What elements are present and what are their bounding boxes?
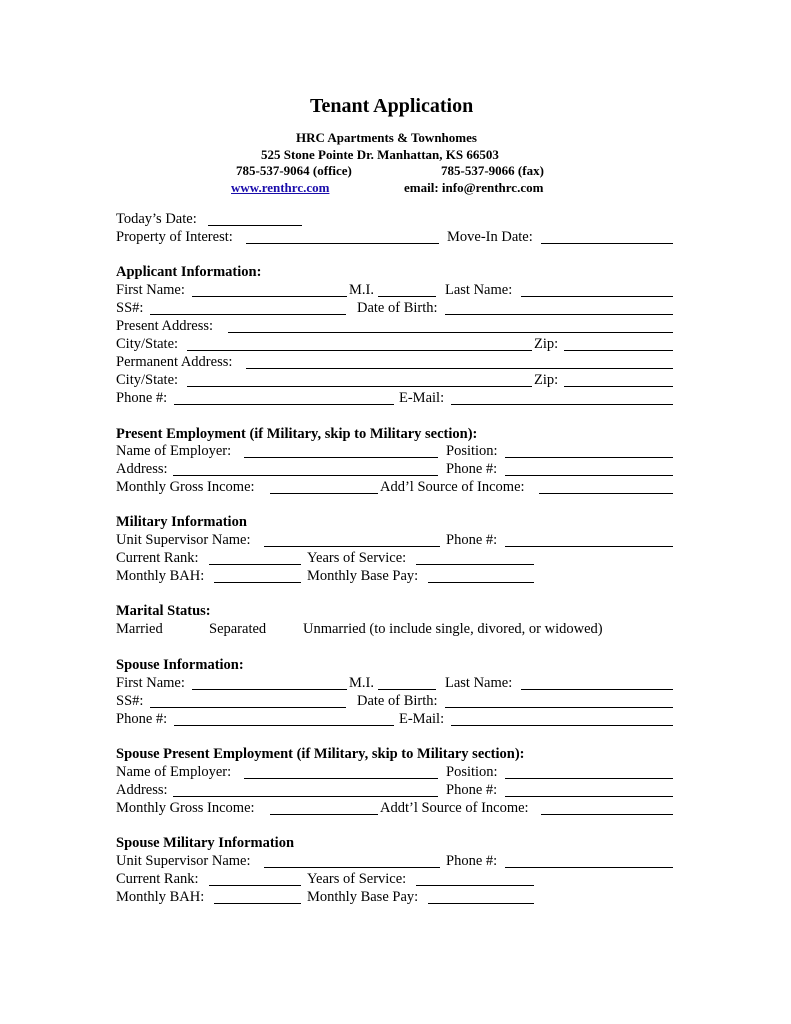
spouse-military-phone-field[interactable] [505, 867, 673, 868]
military-phone-field[interactable] [505, 546, 673, 547]
bah-label: Monthly BAH: [116, 568, 205, 584]
military-phone-label: Phone #: [446, 532, 498, 548]
permanent-address-field[interactable] [246, 368, 673, 369]
property-label: Property of Interest: [116, 229, 233, 245]
years-field[interactable] [416, 564, 534, 565]
zip-field[interactable] [564, 350, 673, 351]
present-address-label: Present Address: [116, 318, 214, 334]
spouse-bah-field[interactable] [214, 903, 301, 904]
email-label: E-Mail: [399, 390, 445, 406]
spouse-employer-field[interactable] [244, 778, 438, 779]
last-name-field[interactable] [521, 296, 673, 297]
spouse-employer-phone-field[interactable] [505, 796, 673, 797]
spouse-years-label: Years of Service: [307, 871, 407, 887]
spouse-email-label: E-Mail: [399, 711, 445, 727]
income-field[interactable] [270, 493, 378, 494]
spouse-base-pay-label: Monthly Base Pay: [307, 889, 419, 905]
employer-phone-field[interactable] [505, 475, 673, 476]
spouse-phone-label: Phone #: [116, 711, 168, 727]
spouse-dob-label: Date of Birth: [357, 693, 438, 709]
mi-field[interactable] [378, 296, 436, 297]
spouse-first-name-field[interactable] [192, 689, 347, 690]
fax-phone: 785-537-9066 (fax) [441, 163, 544, 178]
city-state-field[interactable] [187, 350, 532, 351]
supervisor-field[interactable] [264, 546, 440, 547]
first-name-field[interactable] [192, 296, 347, 297]
first-name-label: First Name: [116, 282, 185, 298]
permanent-address-label: Permanent Address: [116, 354, 233, 370]
spouse-heading: Spouse Information: [116, 657, 244, 673]
mi-label: M.I. [349, 282, 374, 298]
move-in-label: Move-In Date: [447, 229, 533, 245]
base-pay-label: Monthly Base Pay: [307, 568, 419, 584]
dob-field[interactable] [445, 314, 673, 315]
spouse-position-field[interactable] [505, 778, 673, 779]
email-field[interactable] [451, 404, 673, 405]
phone-field[interactable] [174, 404, 394, 405]
zip-label: Zip: [534, 336, 559, 352]
ssn-label: SS#: [116, 300, 144, 316]
todays-date-field[interactable] [208, 225, 302, 226]
spouse-phone-field[interactable] [174, 725, 394, 726]
supervisor-label: Unit Supervisor Name: [116, 532, 251, 548]
last-name-label: Last Name: [445, 282, 513, 298]
spouse-email-field[interactable] [451, 725, 673, 726]
spouse-position-label: Position: [446, 764, 498, 780]
spouse-employment-heading: Spouse Present Employment (if Military, skip to Military section): [116, 746, 525, 762]
spouse-income-field[interactable] [270, 814, 378, 815]
rank-field[interactable] [209, 564, 301, 565]
bah-field[interactable] [214, 582, 301, 583]
addl-income-label: Add’l Source of Income: [380, 479, 525, 495]
zip-label: Zip: [534, 372, 559, 388]
spouse-last-name-field[interactable] [521, 689, 673, 690]
rank-label: Current Rank: [116, 550, 199, 566]
spouse-base-pay-field[interactable] [428, 903, 534, 904]
spouse-years-field[interactable] [416, 885, 534, 886]
spouse-bah-label: Monthly BAH: [116, 889, 205, 905]
separated-option[interactable]: Separated [209, 621, 267, 637]
income-label: Monthly Gross Income: [116, 479, 255, 495]
company-name: HRC Apartments & Townhomes [296, 130, 477, 145]
position-field[interactable] [505, 457, 673, 458]
employer-field[interactable] [244, 457, 438, 458]
employer-address-label: Address: [116, 461, 168, 477]
years-label: Years of Service: [307, 550, 407, 566]
spouse-employer-address-field[interactable] [173, 796, 438, 797]
todays-date-label: Today’s Date: [116, 211, 197, 227]
married-option[interactable]: Married [116, 621, 163, 637]
spouse-ssn-field[interactable] [150, 707, 346, 708]
applicant-heading: Applicant Information: [116, 264, 262, 280]
contact-email: email: info@renthrc.com [404, 180, 544, 195]
present-address-field[interactable] [228, 332, 673, 333]
spouse-supervisor-label: Unit Supervisor Name: [116, 853, 251, 869]
spouse-employer-phone-label: Phone #: [446, 782, 498, 798]
employer-label: Name of Employer: [116, 443, 232, 459]
phone-label: Phone #: [116, 390, 168, 406]
spouse-dob-field[interactable] [445, 707, 673, 708]
spouse-ssn-label: SS#: [116, 693, 144, 709]
city-state-field[interactable] [187, 386, 532, 387]
ssn-field[interactable] [150, 314, 346, 315]
marital-heading: Marital Status: [116, 603, 211, 619]
dob-label: Date of Birth: [357, 300, 438, 316]
spouse-military-heading: Spouse Military Information [116, 835, 295, 851]
city-state-label: City/State: [116, 372, 179, 388]
website-link[interactable]: www.renthrc.com [231, 180, 330, 195]
addl-income-field[interactable] [539, 493, 673, 494]
spouse-rank-label: Current Rank: [116, 871, 199, 887]
spouse-addl-income-field[interactable] [541, 814, 673, 815]
property-field[interactable] [246, 243, 439, 244]
spouse-employer-label: Name of Employer: [116, 764, 232, 780]
spouse-employer-address-label: Address: [116, 782, 168, 798]
employer-phone-label: Phone #: [446, 461, 498, 477]
office-phone: 785-537-9064 (office) [236, 163, 352, 178]
spouse-first-name-label: First Name: [116, 675, 185, 691]
spouse-last-name-label: Last Name: [445, 675, 513, 691]
spouse-mi-field[interactable] [378, 689, 436, 690]
position-label: Position: [446, 443, 498, 459]
base-pay-field[interactable] [428, 582, 534, 583]
spouse-addl-income-label: Addt’l Source of Income: [380, 800, 529, 816]
page-title: Tenant Application [310, 95, 474, 117]
unmarried-option[interactable]: Unmarried (to include single, divored, or widowed) [303, 621, 603, 637]
city-state-label: City/State: [116, 336, 179, 352]
zip-field[interactable] [564, 386, 673, 387]
employer-address-field[interactable] [173, 475, 438, 476]
spouse-mi-label: M.I. [349, 675, 374, 691]
company-address: 525 Stone Pointe Dr. Manhattan, KS 66503 [261, 147, 499, 162]
spouse-income-label: Monthly Gross Income: [116, 800, 255, 816]
military-heading: Military Information [116, 514, 247, 530]
spouse-supervisor-field[interactable] [264, 867, 440, 868]
employment-heading: Present Employment (if Military, skip to Military section): [116, 426, 478, 442]
spouse-rank-field[interactable] [209, 885, 301, 886]
move-in-field[interactable] [541, 243, 673, 244]
spouse-military-phone-label: Phone #: [446, 853, 498, 869]
